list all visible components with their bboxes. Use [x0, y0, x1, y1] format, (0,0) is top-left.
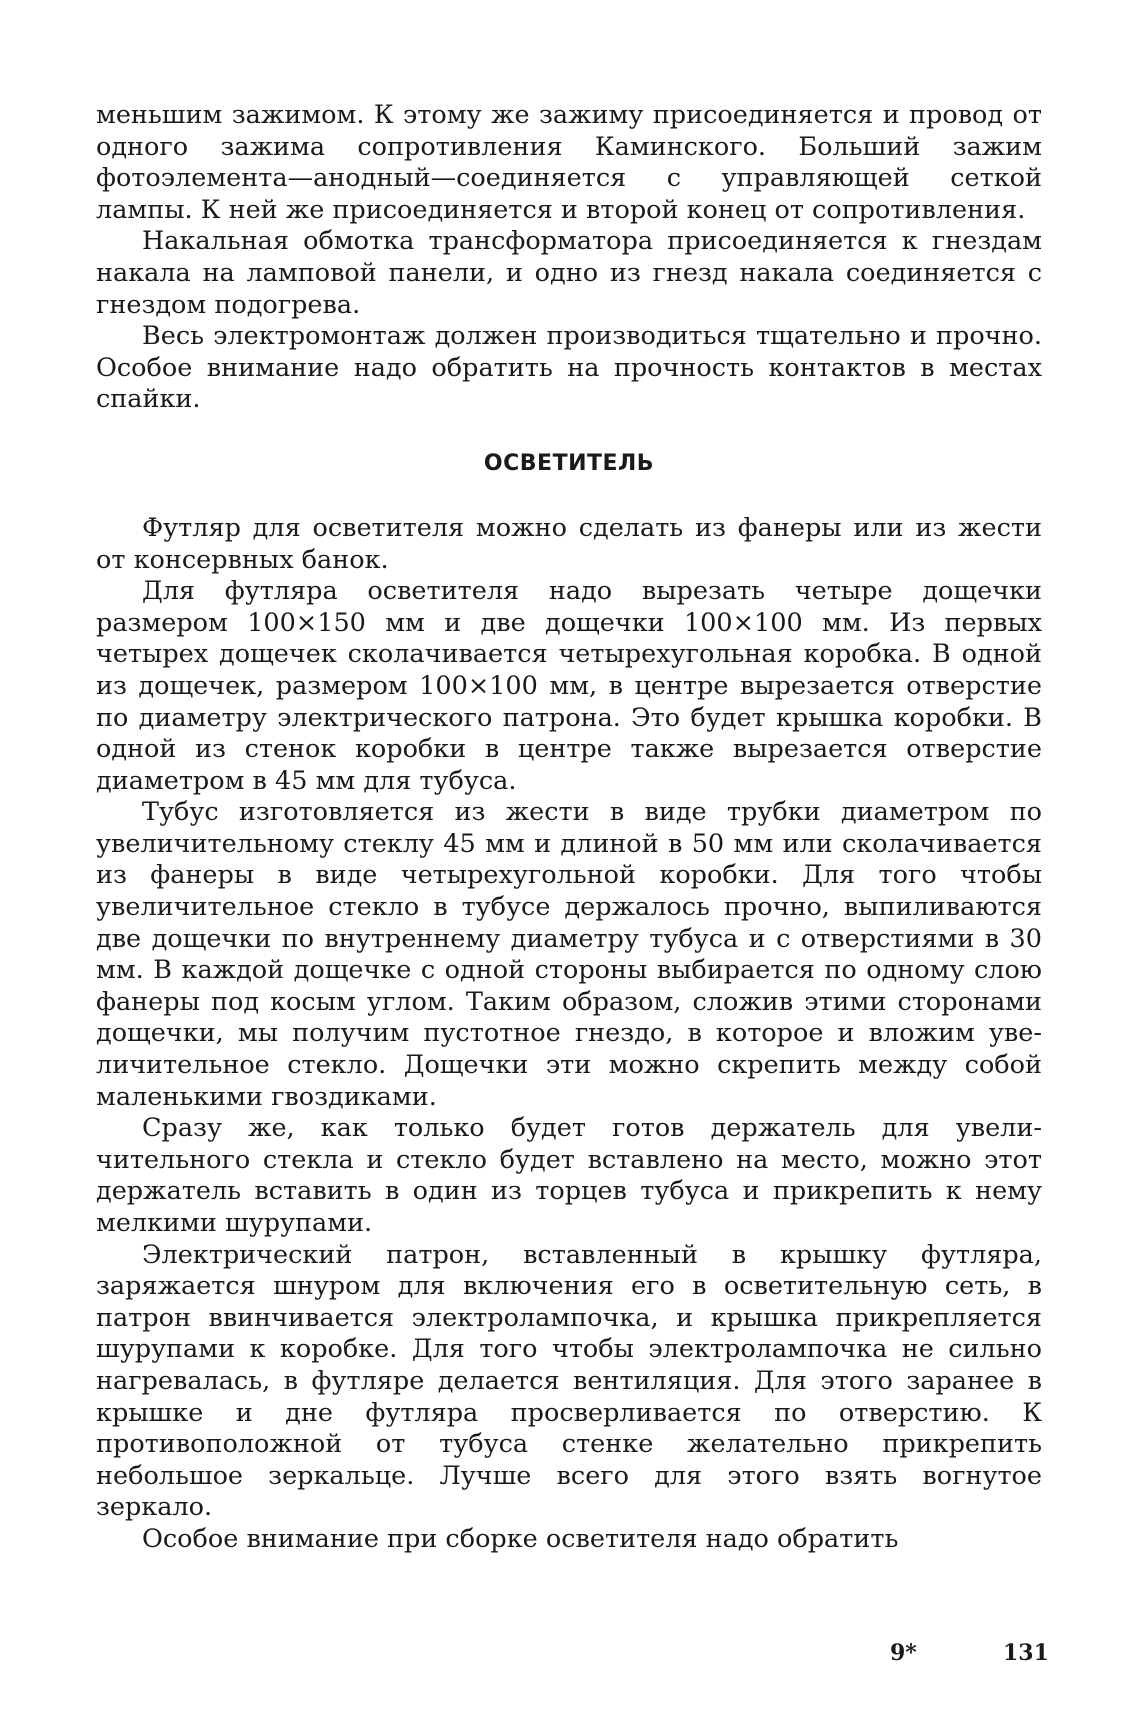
paragraph-case-material: Футляр для осветителя можно сделать из фанеры или из жести от консервных банок.	[96, 512, 1042, 575]
paragraph-wiring-quality: Весь электромонтаж должен производиться тщательно и прочно. Особое внимание надо обратить на прочность контактов в местах спайки.	[96, 321, 1042, 415]
printer-signature-mark: 9*	[890, 1640, 917, 1666]
body-text	[96, 100, 1042, 1556]
paragraph-tube: Тубус изготовляется из жести в виде трубки диаметром по увеличительному стеклу 45 мм и длиной в 50 мм или сколачивается из фанеры в виде четырехугольной коробки. Для того чтобы увеличительное стекло в тубусе держалось прочно, выпиливаются две дощечки по внутреннему диаметру тубуса и с отверстиями в 30 мм. В каждой дощечке с одной стороны выбирается по одному слою фанеры под косым углом. Таким образом, сложив этими сторонами дощечки, мы получим пустотное гнездо, в которое и вложим увеличительное стекло. Дощечки эти можно скрепить между собой маленькими гвоздиками.	[96, 797, 1042, 1112]
paragraph-filament-winding: Накальная обмотка трансформатора присоединяется к гнездам накала на ламповой панели, и одно из гнезд накала соединяется с гнездом подогрева.	[96, 226, 1042, 320]
paragraph-socket-ventilation: Электрический патрон, вставленный в крышку футляра, заряжается шнуром для включения его в осветительную сеть, в патрон ввинчивается электролампочка, и крышка прикрепляется шурупами к коробке. Для того чтобы электролампочка не сильно нагревалась, в футляре делается вентиляция. Для этого заранее в крышке и дне футляра просверливается по отверстию. К противоположной от тубуса стенке желательно прикрепить небольшое зеркальце. Лучше всего для этого взять вогнутое зеркало.	[96, 1239, 1042, 1523]
paragraph-continued: меньшим зажимом. К этому же зажиму присоединяется и провод от одного зажима сопротивления Каминского. Больший зажим фотоэлемента—анодный—соединяется с управляющей сеткой лампы. К ней же присоединяется и второй конец от сопротивления.	[96, 100, 1042, 225]
paragraph-assembly-note: Особое внимание при сборке осветителя надо обратить	[142, 1523, 899, 1554]
section-heading: ОСВЕТИТЕЛЬ	[483, 450, 655, 476]
paragraph-lens-holder: Сразу же, как только будет готов держатель для увеличительного стекла и стекло будет вставлено на место, можно этот держатель вставить в один из торцев тубуса и прикрепить к нему мелкими шурупами.	[96, 1113, 1042, 1238]
paragraph-case-boards: Для футляра осветителя надо вырезать четыре дощечки размером 100×150 мм и две дощечки 100×100 мм. Из первых четырех дощечек сколачивается четырехугольная коробка. В одной из дощечек, размером 100×100 мм, в центре вырезается отверстие по диаметру электрического патрона. Это будет крышка коробки. В одной из стенок коробки в центре также вырезается отверстие диаметром в 45 мм для тубуса.	[96, 576, 1042, 796]
page-number: 131	[1003, 1640, 1049, 1666]
